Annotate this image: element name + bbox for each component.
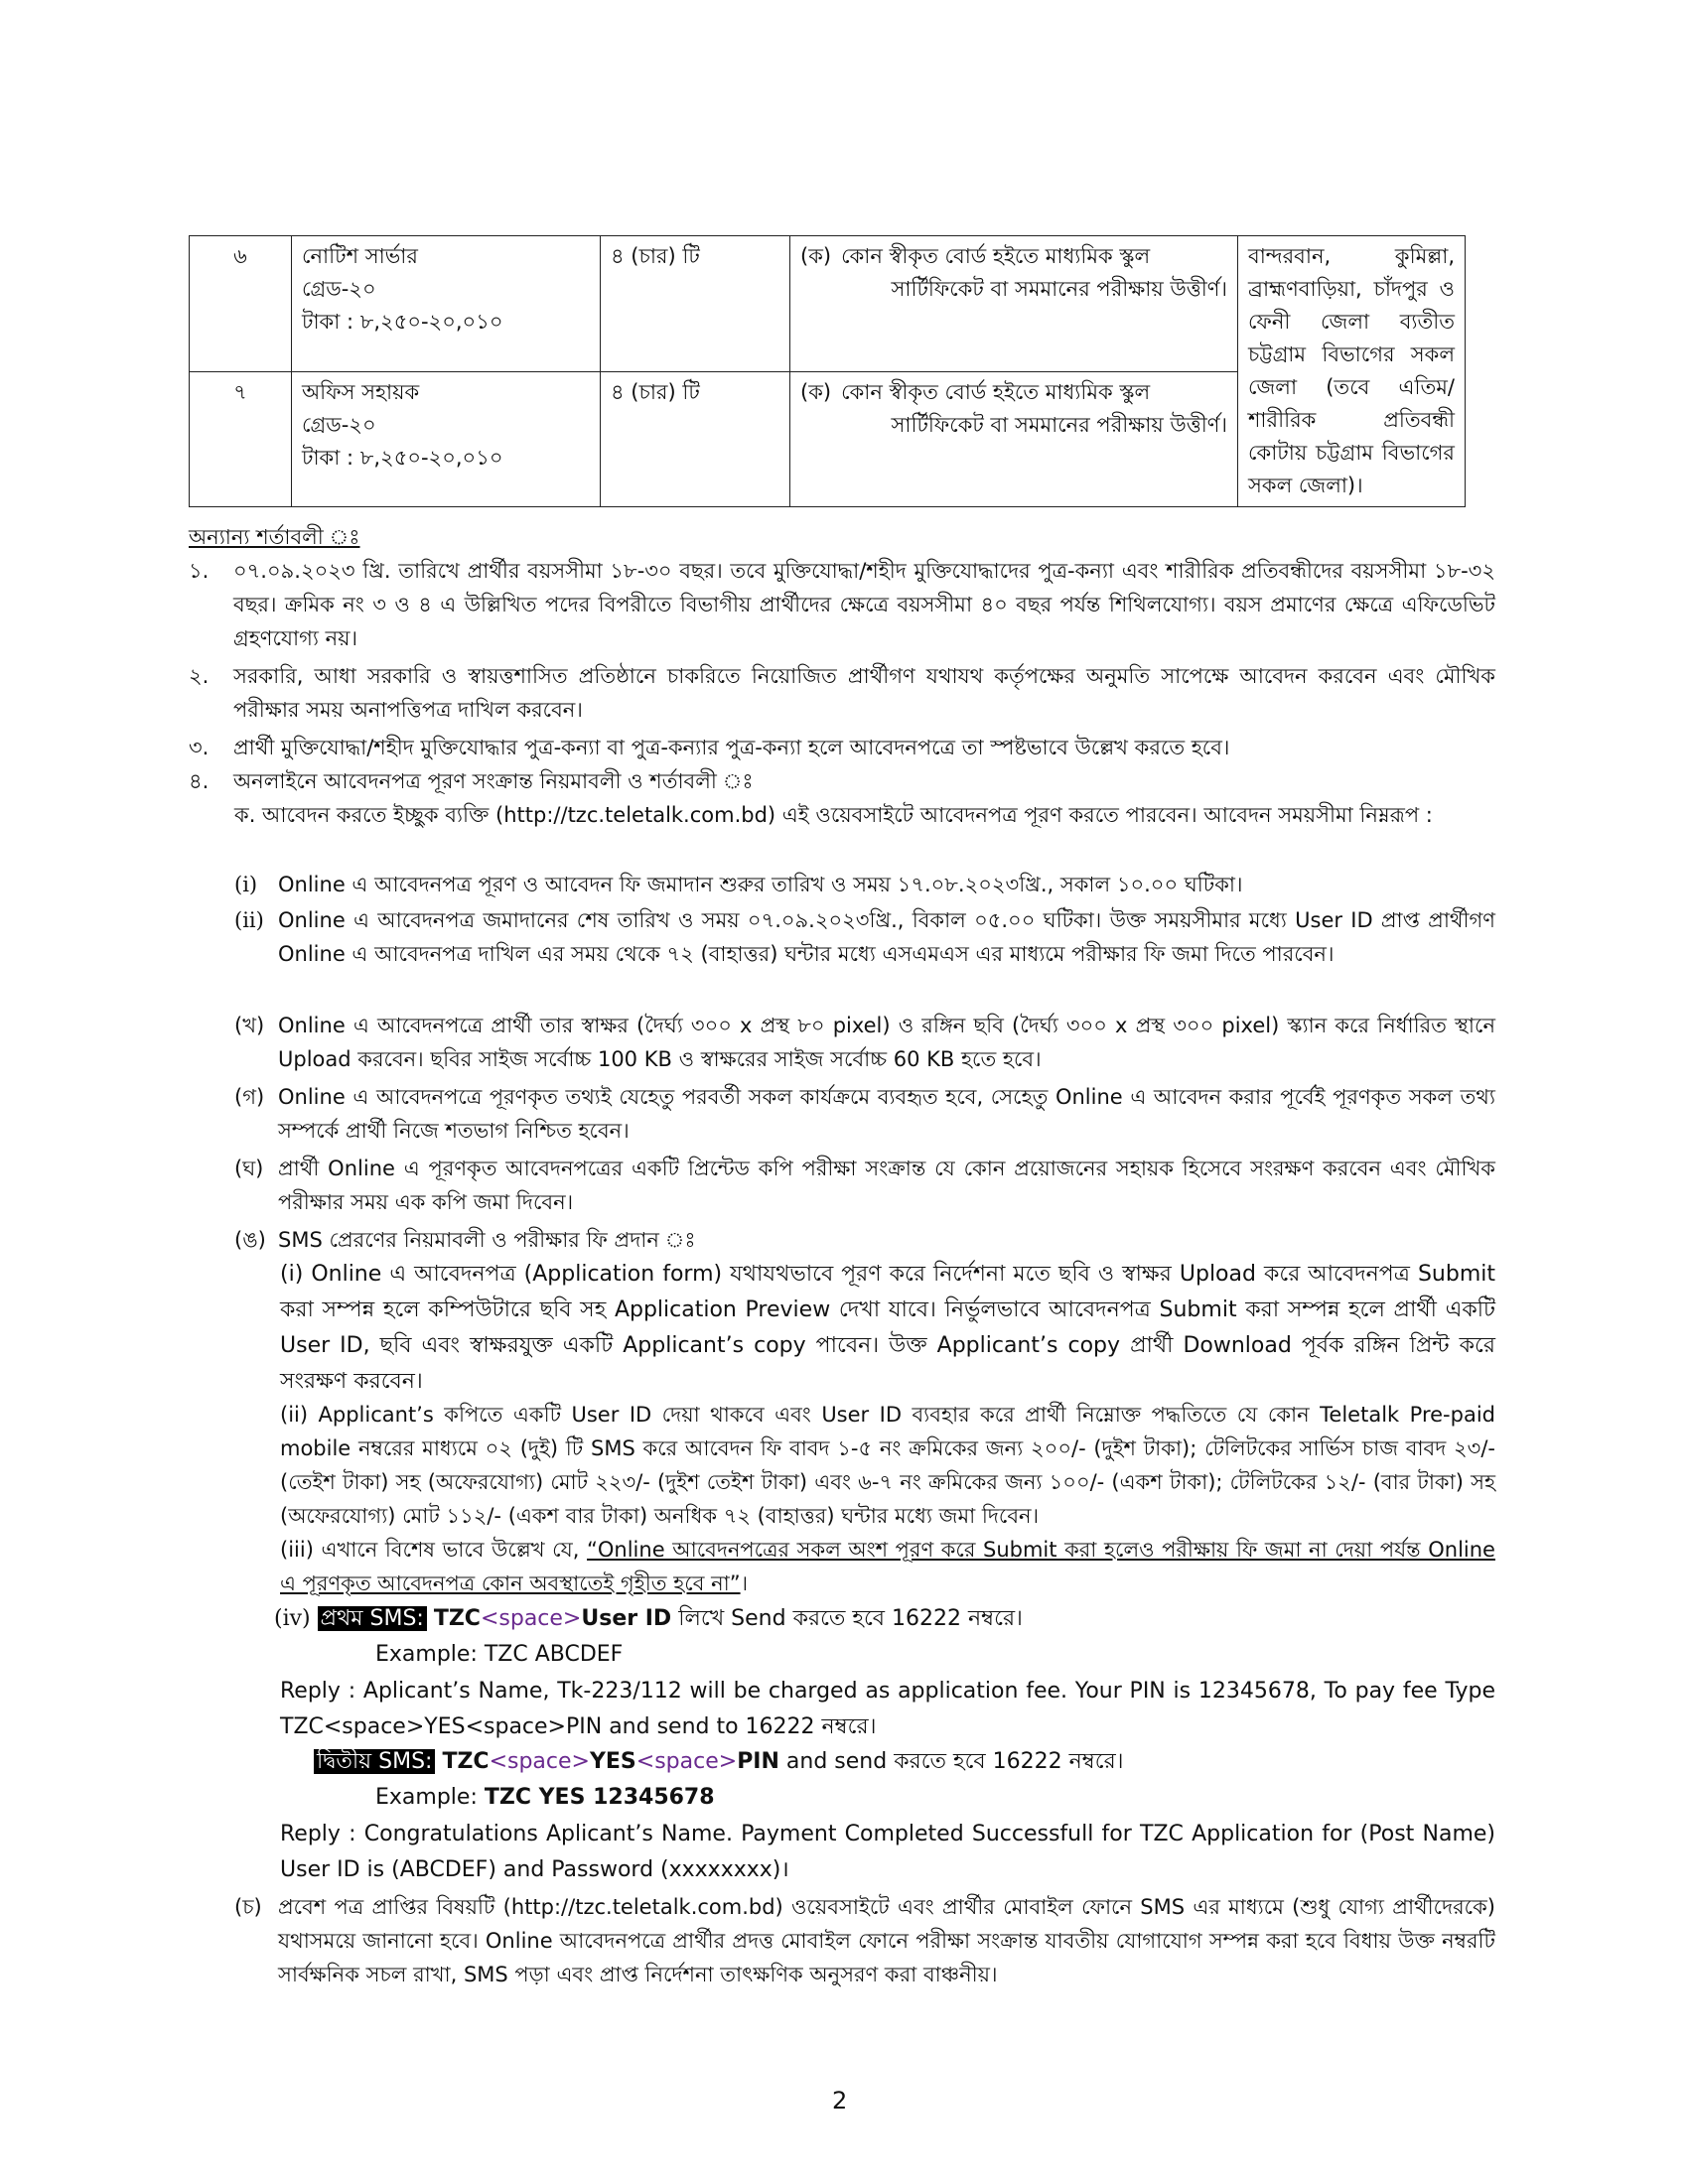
post-cell bbox=[292, 371, 601, 507]
sms-keyword: YES bbox=[589, 1749, 636, 1774]
sub-item-uma bbox=[234, 1223, 1495, 1257]
post-pay: টাকা : ৮,২৫০-২০,০১০ bbox=[302, 445, 503, 470]
sms-instruction: and send করতে হবে 16222 নম্বরে। bbox=[785, 1749, 1124, 1774]
sub-item-label: (খ) bbox=[234, 1014, 265, 1037]
serial-cell: ৭ bbox=[190, 371, 292, 507]
sub-item-text: Online এ আবেদনপত্রে প্রার্থী তার স্বাক্ষর (দৈর্ঘ্য ৩০০ x প্রস্থ ৮০ pixel) ও রঙ্গিন ছবি (দৈর্ঘ্য ৩০০ x প্রস্থ ৩০০ pixel) স্ক্যান করে নির্ধারিত স্থানে Upload করবেন। ছবির সাইজ সর্বোচ্চ 100 KB ও স্বাক্ষরের সাইজ সর্বোচ্চ 60 KB হতে হবে। bbox=[278, 1014, 1495, 1071]
post-name: অফিস সহায়ক bbox=[302, 379, 420, 404]
sub-item-text: প্রবেশ পত্র প্রাপ্তির বিষয়টি (http://tzc.teletalk.com.bd) ওয়েবসাইটে এবং প্রার্থীর মোবাইল ফোনে SMS এর মাধ্যমে (শুধু যোগ্য প্রার্থীদেরকে) যথাসময়ে জানানো হবে। Online আবেদনপত্রে প্রার্থীর প্রদত্ত মোবাইল ফোনে পরীক্ষা সংক্রান্ত যাবতীয় যোগাযোগ সম্পন্ন করা হবে বিধায় উক্ত নম্বরটি সার্বক্ষনিক সচল রাখা, SMS পড়া এবং প্রাপ্ত নির্দেশনা তাৎক্ষণিক অনুসরণ করা বাঞ্চনীয়। bbox=[278, 1895, 1495, 1986]
condition-number: ৪. bbox=[189, 769, 210, 793]
sms-rule-iii-prefix: (iii) এখানে বিশেষ ভাবে উল্লেখ যে, bbox=[280, 1538, 580, 1562]
post-count: ৪ (চার) টি bbox=[601, 236, 790, 372]
sms-space-token: <space> bbox=[635, 1749, 738, 1774]
sms-keyword: User ID bbox=[581, 1606, 672, 1631]
sub-item-text: Online এ আবেদনপত্রে পূরণকৃত তথ্যই যেহেতু পরবর্তী সকল কার্যক্রমে ব্যবহৃত হবে, সেহেতু Online এ আবেদন করার পূর্বেই পূরণকৃত সকল তথ্য সম্পর্কে প্রার্থী নিজে শতভাগ নিশ্চিত হবেন। bbox=[278, 1085, 1495, 1143]
sub-item-text: Online এ আবেদনপত্র পূরণ ও আবেদন ফি জমাদান শুরুর তারিখ ও সময় ১৭.০৮.২০২৩খ্রি., সকাল ১০.০০ ঘটিকা। bbox=[278, 873, 1243, 896]
qualification-cell bbox=[790, 371, 1238, 507]
post-grade: গ্রেড-২০ bbox=[302, 412, 376, 437]
sub-item-label: (ঘ) bbox=[234, 1157, 264, 1180]
condition-text: ০৭.০৯.২০২৩ খ্রি. তারিখে প্রার্থীর বয়সসীমা ১৮-৩০ বছর। তবে মুক্তিযোদ্ধা/শহীদ মুক্তিযোদ্ধাদের পুত্র-কন্যা এবং শারীরিক প্রতিবন্ধীদের বয়সসীমা ১৮-৩২ বছর। ক্রমিক নং ৩ ও ৪ এ উল্লিখিত পদের বিপরীতে বিভাগীয় প্রার্থীদের ক্ষেত্রে বয়সসীমা ৪০ বছর পর্যন্ত শিথিলযোগ্য। বয়স প্রমাণের ক্ষেত্রে এফিডেভিট গ্রহণযোগ্য নয়। bbox=[233, 559, 1495, 650]
first-sms-badge: প্রথম SMS: bbox=[318, 1606, 427, 1631]
qualification-line: কোন স্বীকৃত বোর্ড হইতে মাধ্যমিক স্কুল bbox=[841, 379, 1151, 404]
first-sms-line bbox=[274, 1602, 1495, 1636]
sms-keyword: TZC bbox=[433, 1606, 481, 1631]
condition-item bbox=[189, 659, 1495, 727]
condition-item bbox=[189, 554, 1495, 655]
table-row bbox=[190, 236, 1466, 372]
example-label: Example: bbox=[375, 1785, 478, 1810]
condition-item bbox=[189, 731, 1495, 764]
reply-1: Reply : Aplicant’s Name, Tk-223/112 will be charged as application fee. Your PIN is 12345678, To pay fee Type TZC<space>YES<space>PIN and send to 16222 নম্বরে। bbox=[280, 1679, 1495, 1739]
post-grade: গ্রেড-২০ bbox=[302, 277, 376, 301]
example-2 bbox=[375, 1781, 1368, 1815]
sub-item-text: SMS প্রেরণের নিয়মাবলী ও পরীক্ষার ফি প্রদান ঃ bbox=[278, 1228, 696, 1252]
condition-number: ১. bbox=[189, 559, 210, 583]
sms-rule-iii-end: । bbox=[740, 1571, 749, 1595]
qualification-label: (ক) bbox=[800, 379, 832, 404]
sub-item-label: (ii) bbox=[234, 908, 264, 932]
sub-item-ka: ক. আবেদন করতে ইচ্ছুক ব্যক্তি (http://tzc.teletalk.com.bd) এই ওয়েবসাইটে আবেদনপত্র পূরণ করতে পারবেন। আবেদন সময়সীমা নিম্নরূপ : bbox=[234, 803, 1433, 827]
condition-number: ৩. bbox=[189, 736, 210, 759]
sub-item-label: (i) bbox=[234, 873, 258, 896]
conditions-heading: অন্যান্য শর্তাবলী ঃ bbox=[189, 525, 360, 549]
reply-2: Reply : Congratulations Aplicant’s Name. Payment Completed Successfull for TZC Application for (Post Name) User ID is (ABCDEF) and Password (xxxxxxxx)। bbox=[280, 1822, 1495, 1882]
condition-item bbox=[189, 764, 1495, 798]
second-sms-badge: দ্বিতীয় SMS: bbox=[314, 1749, 435, 1774]
sms-rule-i: (i) Online এ আবেদনপত্র (Application form) যথাযথভাবে পূরণ করে নির্দেশনা মতে ছবি ও স্বাক্ষর Upload করে আবেদনপত্র Submit করা সম্পন্ন হলে কম্পিউটারে ছবি সহ Application Preview দেখা যাবে। নির্ভুলভাবে আবেদনপত্র Submit করা সম্পন্ন হলে প্রার্থী একটি User ID, ছবি এবং স্বাক্ষরযুক্ত একটি Applicant’s copy পাবেন। উক্ত Applicant’s copy প্রার্থী Download পূর্বক রঙ্গিন প্রিন্ট করে সংরক্ষণ করবেন। bbox=[280, 1262, 1495, 1394]
sub-item-label: (iv) bbox=[274, 1606, 311, 1631]
second-sms-line bbox=[314, 1745, 1495, 1779]
sub-item-ii bbox=[234, 903, 1495, 971]
sms-keyword: PIN bbox=[737, 1749, 779, 1774]
qualification-line: সার্টিফিকেট বা সমমানের পরীক্ষায় উত্তীর্ণ। bbox=[891, 277, 1227, 301]
post-pay: টাকা : ৮,২৫০-২০,০১০ bbox=[302, 310, 503, 334]
post-count: ৪ (চার) টি bbox=[601, 371, 790, 507]
serial-cell: ৬ bbox=[190, 236, 292, 372]
sub-item-label: (গ) bbox=[234, 1085, 265, 1109]
condition-text: সরকারি, আধা সরকারি ও স্বায়ত্তশাসিত প্রতিষ্ঠানে চাকরিতে নিয়োজিত প্রার্থীগণ যথাযথ কর্তৃপক্ষের অনুমতি সাপেক্ষে আবেদন করবেন এবং মৌখিক পরীক্ষার সময় অনাপত্তিপত্র দাখিল করবেন। bbox=[233, 664, 1495, 722]
sub-item-text: Online এ আবেদনপত্র জমাদানের শেষ তারিখ ও সময় ০৭.০৯.২০২৩খ্রি., বিকাল ০৫.০০ ঘটিকা। উক্ত সময়সীমার মধ্যে User ID প্রাপ্ত প্রার্থীগণ Online এ আবেদনপত্র দাখিল এর সময় থেকে ৭২ (বাহাত্তর) ঘন্টার মধ্যে এসএমএস এর মাধ্যমে পরীক্ষার ফি জমা দিতে পারবেন। bbox=[278, 908, 1495, 966]
qualification-cell bbox=[790, 236, 1238, 372]
sms-rule-iii-quote: “Online আবেদনপত্রের সকল অংশ পূরণ করে Submit করা হলেও পরীক্ষায় ফি জমা না দেয়া পর্যন্ত Online এ পূরণকৃত আবেদনপত্র কোন অবস্থাতেই গৃহীত হবে না” bbox=[280, 1538, 1495, 1595]
sub-item-gha bbox=[234, 1152, 1495, 1219]
page-number: 2 bbox=[832, 2087, 848, 2115]
condition-number: ২. bbox=[189, 664, 210, 688]
sms-keyword: TZC bbox=[442, 1749, 490, 1774]
example-1: Example: TZC ABCDEF bbox=[375, 1642, 624, 1667]
example-value: TZC YES 12345678 bbox=[484, 1785, 715, 1810]
sub-item-i bbox=[234, 868, 1495, 901]
condition-text: প্রার্থী মুক্তিযোদ্ধা/শহীদ মুক্তিযোদ্ধার পুত্র-কন্যা বা পুত্র-কন্যার পুত্র-কন্যা হলে আবেদনপত্রে তা স্পষ্টভাবে উল্লেখ করতে হবে। bbox=[233, 736, 1230, 759]
sub-item-label: (চ) bbox=[234, 1895, 262, 1919]
district-cell: বান্দরবান, কুমিল্লা, ব্রাহ্মণবাড়িয়া, চাঁদপুর ও ফেনী জেলা ব্যতীত চট্টগ্রাম বিভাগের সকল জেলা (তবে এতিম/শারীরিক প্রতিবন্ধী কোটায় চট্টগ্রাম বিভাগের সকল জেলা)। bbox=[1238, 236, 1466, 507]
sms-rule-iii bbox=[280, 1533, 1495, 1600]
sub-item-kha bbox=[234, 1009, 1495, 1076]
sub-item-ga bbox=[234, 1080, 1495, 1148]
sub-item-cha bbox=[234, 1890, 1495, 1991]
sms-rule-ii: (ii) Applicant’s কপিতে একটি User ID দেয়া থাকবে এবং User ID ব্যবহার করে প্রার্থী নিম্নোক্ত পদ্ধতিতে যে কোন Teletalk Pre-paid mobile নম্বরের মাধ্যমে ০২ (দুই) টি SMS করে আবেদন ফি বাবদ ১-৫ নং ক্রমিকের জন্য ২০০/- (দুইশ টাকা); টেলিটকের সার্ভিস চাজ বাবদ ২৩/- (তেইশ টাকা) সহ (অফেরযোগ্য) মোট ২২৩/- (দুইশ তেইশ টাকা) এবং ৬-৭ নং ক্রমিকের জন্য ১০০/- (একশ টাকা); টেলিটকের ১২/- (বার টাকা) সহ (অফেরযোগ্য) মোট ১১২/- (একশ বার টাকা) অনধিক ৭২ (বাহাত্তর) ঘন্টার মধ্যে জমা দিবেন। bbox=[280, 1403, 1495, 1528]
qualification-line: কোন স্বীকৃত বোর্ড হইতে মাধ্যমিক স্কুল bbox=[841, 244, 1151, 268]
sms-space-token: <space> bbox=[480, 1606, 582, 1631]
sms-space-token: <space> bbox=[489, 1749, 590, 1774]
post-cell bbox=[292, 236, 601, 372]
posts-table bbox=[189, 235, 1466, 507]
sub-item-label: (ঙ) bbox=[234, 1228, 266, 1252]
post-name: নোটিশ সার্ভার bbox=[302, 244, 418, 268]
sms-instruction: লিখে Send করতে হবে 16222 নম্বরে। bbox=[678, 1606, 1023, 1631]
qualification-label: (ক) bbox=[800, 244, 832, 268]
sub-item-text: প্রার্থী Online এ পূরণকৃত আবেদনপত্রের একটি প্রিন্টেড কপি পরীক্ষা সংক্রান্ত যে কোন প্রয়োজনের সহায়ক হিসেবে সংরক্ষণ করবেন এবং মৌখিক পরীক্ষার সময় এক কপি জমা দিবেন। bbox=[278, 1157, 1495, 1214]
condition-text: অনলাইনে আবেদনপত্র পূরণ সংক্রান্ত নিয়মাবলী ও শর্তাবলী ঃ bbox=[233, 769, 754, 793]
qualification-line: সার্টিফিকেট বা সমমানের পরীক্ষায় উত্তীর্ণ। bbox=[891, 412, 1227, 437]
